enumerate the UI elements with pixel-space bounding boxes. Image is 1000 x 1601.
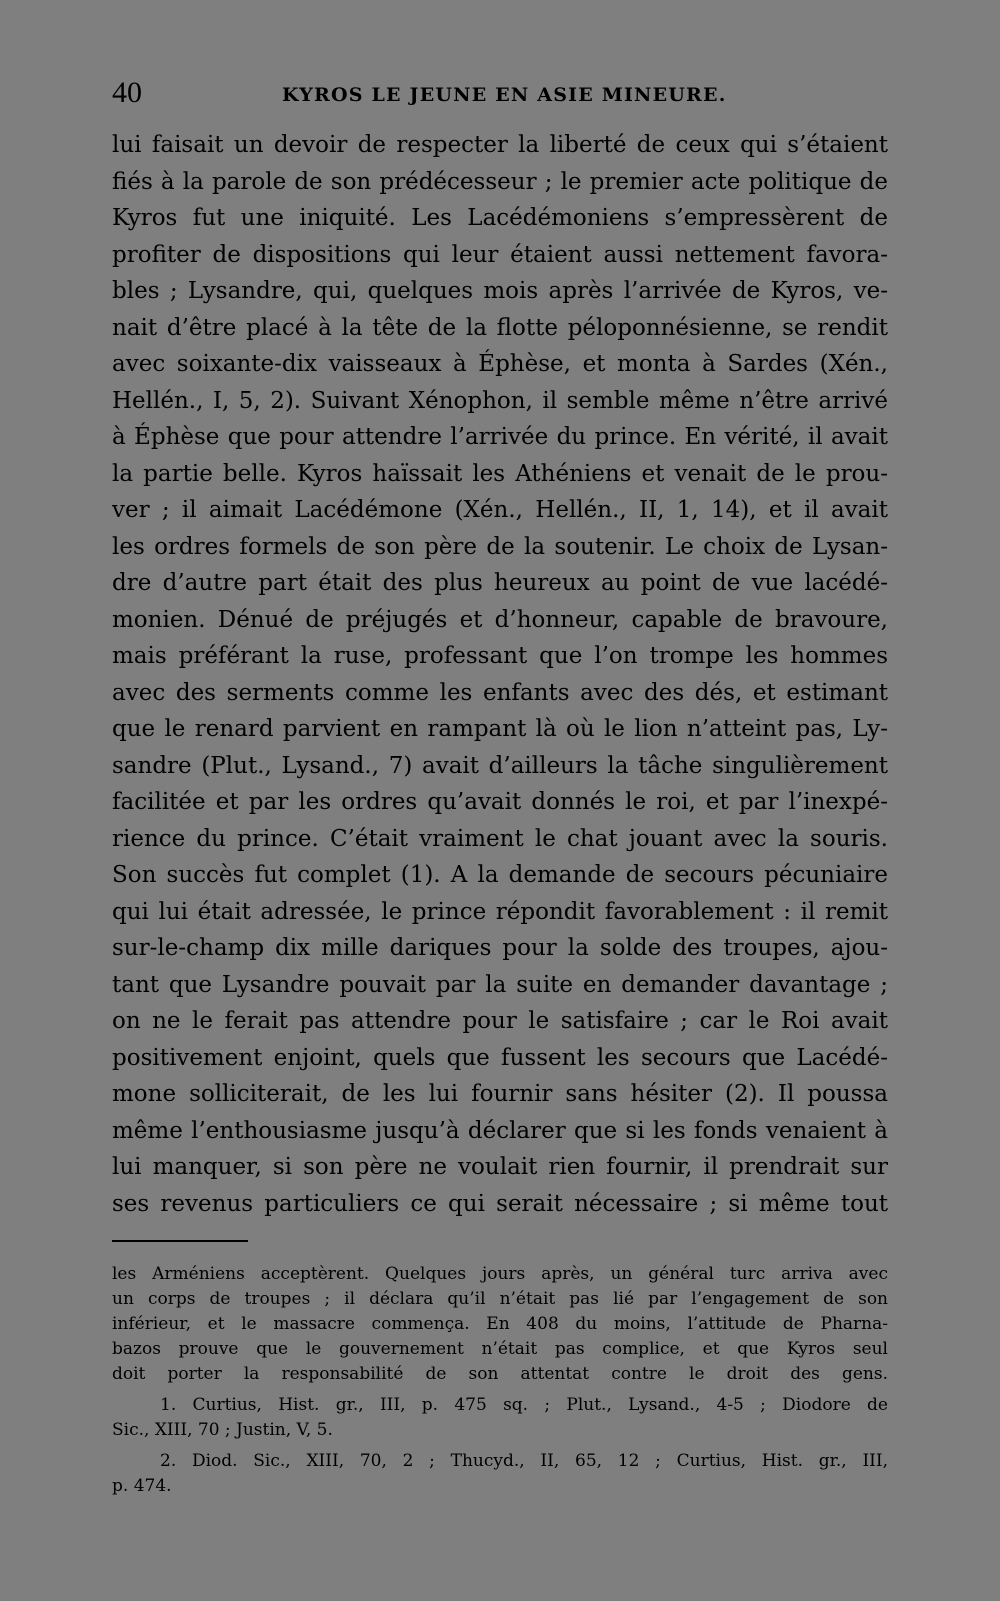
body-text	[112, 127, 888, 1222]
body-line: qui lui était adressée, le prince répondit favorablement : il remit	[112, 898, 888, 925]
footnote-line: bazos prouve que le gouvernement n’était pas complice, et que Kyros seul	[112, 1339, 888, 1359]
body-line: dre d’autre part était des plus heureux au point de vue lacédé-	[112, 570, 888, 596]
body-line: rience du prince. C’était vraiment le chat jouant avec la souris.	[112, 825, 888, 852]
body-line: bles ; Lysandre, qui, quelques mois après l’arrivée de Kyros, ve-	[112, 278, 888, 304]
footnote-1	[112, 1393, 888, 1443]
body-line: monien. Dénué de préjugés et d’honneur, capable de bravoure,	[112, 606, 888, 633]
body-line: même l’enthousiasme jusqu’à déclarer que si les fonds venaient à	[112, 1117, 888, 1144]
footnote-line: 2. Diod. Sic., XIII, 70, 2 ; Thucyd., II, 65, 12 ; Curtius, Hist. gr., III,	[160, 1451, 888, 1471]
footnote-line: 1. Curtius, Hist. gr., III, p. 475 sq. ; Plut., Lysand., 4-5 ; Diodore de	[160, 1395, 888, 1415]
body-line: positivement enjoint, quels que fussent les secours que Lacédé-	[112, 1044, 888, 1071]
body-line: à Éphèse que pour attendre l’arrivée du prince. En vérité, il avait	[112, 424, 888, 450]
body-line: ver ; il aimait Lacédémone (Xén., Hellén., II, 1, 14), et il avait	[112, 497, 888, 523]
footnote-separator-rule	[112, 1240, 248, 1242]
body-line: facilitée et par les ordres qu’avait donnés le roi, et par l’inexpé-	[112, 789, 888, 815]
footnote-line: Sic., XIII, 70 ; Justin, V, 5.	[112, 1420, 333, 1440]
body-line: lui manquer, si son père ne voulait rien fournir, il prendrait sur	[112, 1154, 888, 1180]
footnote-line: p. 474.	[112, 1476, 172, 1496]
footnote-line: doit porter la responsabilité de son attentat contre le droit des gens.	[112, 1364, 888, 1384]
body-line: tant que Lysandre pouvait par la suite en demander davantage ;	[112, 971, 888, 998]
body-line: Kyros fut une iniquité. Les Lacédémoniens s’empressèrent de	[112, 205, 888, 231]
body-line: on ne le ferait pas attendre pour le satisfaire ; car le Roi avait	[112, 1008, 888, 1034]
body-line: les ordres formels de son père de la soutenir. Le choix de Lysan-	[112, 533, 888, 560]
body-line: sandre (Plut., Lysand., 7) avait d’ailleurs la tâche singulièrement	[112, 752, 888, 779]
body-line: avec des serments comme les enfants avec des dés, et estimant	[112, 679, 888, 706]
body-line: sur-le-champ dix mille dariques pour la solde des troupes, ajou-	[112, 935, 888, 961]
body-line: Son succès fut complet (1). A la demande de secours pécuniaire	[112, 862, 888, 888]
body-line: nait d’être placé à la tête de la flotte péloponnésienne, se rendit	[112, 314, 888, 341]
body-line: mone solliciterait, de les lui fournir sans hésiter (2). Il poussa	[112, 1081, 888, 1107]
footnotes	[112, 1262, 888, 1499]
body-line: la partie belle. Kyros haïssait les Athéniens et venait de le prou-	[112, 460, 888, 487]
body-line: profiter de dispositions qui leur étaient aussi nettement favora-	[112, 241, 888, 268]
body-line: que le renard parvient en rampant là où le lion n’atteint pas, Ly-	[112, 716, 888, 742]
page-number: 40	[112, 76, 142, 109]
body-line: mais préférant la ruse, professant que l’on trompe les hommes	[112, 643, 888, 669]
footnote-continuation	[112, 1262, 888, 1387]
body-line: ses revenus particuliers ce qui serait nécessaire ; si même tout	[112, 1190, 888, 1217]
body-line: avec soixante-dix vaisseaux à Éphèse, et monta à Sardes (Xén.,	[112, 351, 888, 377]
footnote-line: les Arméniens acceptèrent. Quelques jours après, un général turc arriva avec	[112, 1264, 888, 1284]
body-line: Hellén., I, 5, 2). Suivant Xénophon, il semble même n’être arrivé	[112, 387, 888, 414]
footnote-line: inférieur, et le massacre commença. En 408 du moins, l’attitude de Pharna-	[112, 1314, 888, 1334]
footnote-line: un corps de troupes ; il déclara qu’il n’était pas lié par l’engagement de son	[112, 1289, 888, 1309]
body-line: fiés à la parole de son prédécesseur ; le premier acte politique de	[112, 168, 888, 195]
footnote-2	[112, 1449, 888, 1499]
page-header	[112, 76, 888, 116]
body-line: lui faisait un devoir de respecter la liberté de ceux qui s’étaient	[112, 132, 888, 158]
running-head: KYROS LE JEUNE EN ASIE MINEURE.	[282, 84, 727, 106]
